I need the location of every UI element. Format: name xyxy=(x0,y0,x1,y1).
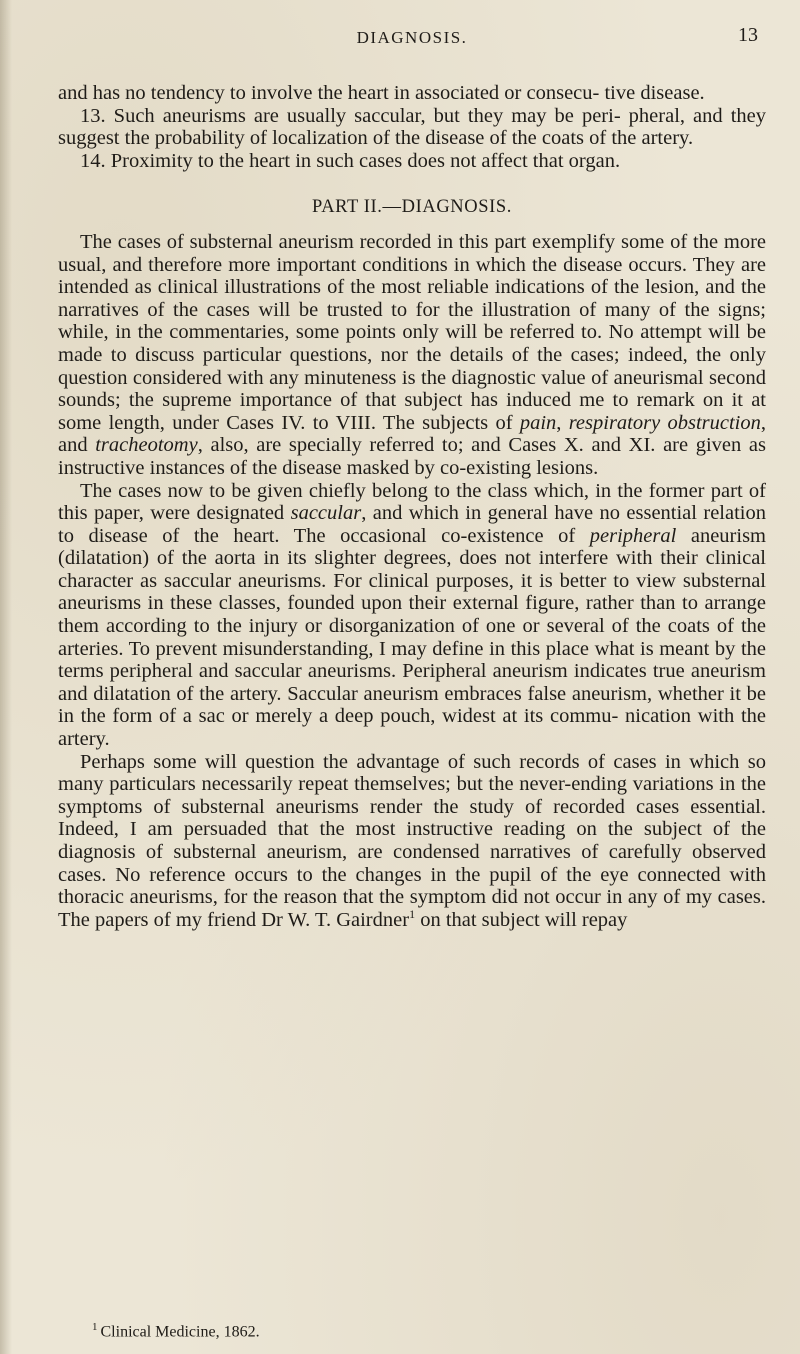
page-binding-shadow xyxy=(0,0,12,1354)
text-run: , and which in general have no essential relation to disease of the heart. The occasional co-existence of xyxy=(58,502,766,547)
text-run: Perhaps some will question the advantage of such records of cases in which so many particulars necessarily repeat themselves; but the never-ending variations in the symptoms of substernal aneurisms render the study of recorded cases essential. Indeed, I am persuaded that the most instructive reading on the subject of the diagnosis of substernal aneurism, are condensed narratives of carefully observed cases. No reference occurs to the changes in the pupil of the eye connected with thoracic aneurisms, for the reason that the symptom did not occur in any of my cases. The papers of my friend Dr W. T. Gairdner xyxy=(58,750,766,931)
section-heading: PART II.—DIAGNOSIS. xyxy=(312,197,512,218)
footnote-text: Clinical Medicine, 1862. xyxy=(100,1323,260,1341)
paragraph-continuation: and has no tendency to involve the heart in associated or consecu- tive disease. xyxy=(58,82,705,104)
text-run: , xyxy=(556,411,569,434)
italic-term-peripheral: peripheral xyxy=(589,524,677,547)
paragraph-introduction xyxy=(58,231,766,480)
italic-term-tracheotomy: tracheotomy xyxy=(95,434,198,457)
paragraph-records xyxy=(58,751,766,932)
footnote-marker: 1 xyxy=(92,1321,98,1333)
text-run: , and xyxy=(58,411,767,457)
running-head xyxy=(58,22,766,52)
page-number: 13 xyxy=(738,24,758,46)
body-text xyxy=(58,82,766,931)
paragraph-item-13: 13. Such aneurisms are usually saccular, but they may be peri- pheral, and they suggest the probability of localization of the disease of the coats of the artery. xyxy=(58,104,766,150)
paragraph-item-14: 14. Proximity to the heart in such cases does not affect that organ. xyxy=(80,149,621,172)
text-run: , also, are specially referred to; and Cases X. and XI. are given as instructive instances of the disease masked by co-existing lesions. xyxy=(58,434,766,479)
footnote xyxy=(58,1318,766,1341)
footnote-reference: 1 xyxy=(409,906,416,921)
running-title: DIAGNOSIS. xyxy=(356,28,468,47)
text-run: The cases of substernal aneurism recorded in this part exemplify some of the more usual, and therefore more important conditions in which the disease occurs. They are intended as clinical illustrations of the most reliable indications of the lesion, and the narratives of the cases will be trusted to for the illustration of many of the signs; while, in the commentaries, some points only will be referred to. No attempt will be made to discuss particular questions, nor the details of the cases; indeed, the only question considered with any minuteness is the diagnostic value of aneurismal second sounds; the supreme importance of that subject has induced me to remark on it at some length, under Cases IV. to VIII. The subjects of xyxy=(58,230,766,434)
italic-term-saccular: saccular xyxy=(290,502,362,525)
book-page xyxy=(58,0,766,1354)
text-run: The cases now to be given chiefly belong to the class which, in the former part of this paper, were designated xyxy=(58,479,766,525)
italic-term-respiratory: respiratory obstruction xyxy=(568,411,761,434)
text-run: aneurism (dilatation) of the aorta in its slighter degrees, does not interfere with their clinical character as saccular aneurisms. For clinical purposes, it is better to view substernal aneurisms in these classes, founded upon their external figure, rather than to arrange them according to the injury or disorganization of one or several of the coats of the arteries. To prevent misunderstanding, I may define in this place what is meant by the terms peripheral and saccular aneurisms. Peripheral aneurism indicates true aneurism and dilatation of the artery. Saccular aneurism embraces false aneurism, whether it be in the form of a sac or merely a deep pouch, widest at its commu- nication with the artery. xyxy=(58,524,767,751)
italic-term-pain: pain xyxy=(519,411,557,434)
text-run: on that subject will repay xyxy=(420,908,628,931)
paragraph-classification xyxy=(58,480,766,751)
